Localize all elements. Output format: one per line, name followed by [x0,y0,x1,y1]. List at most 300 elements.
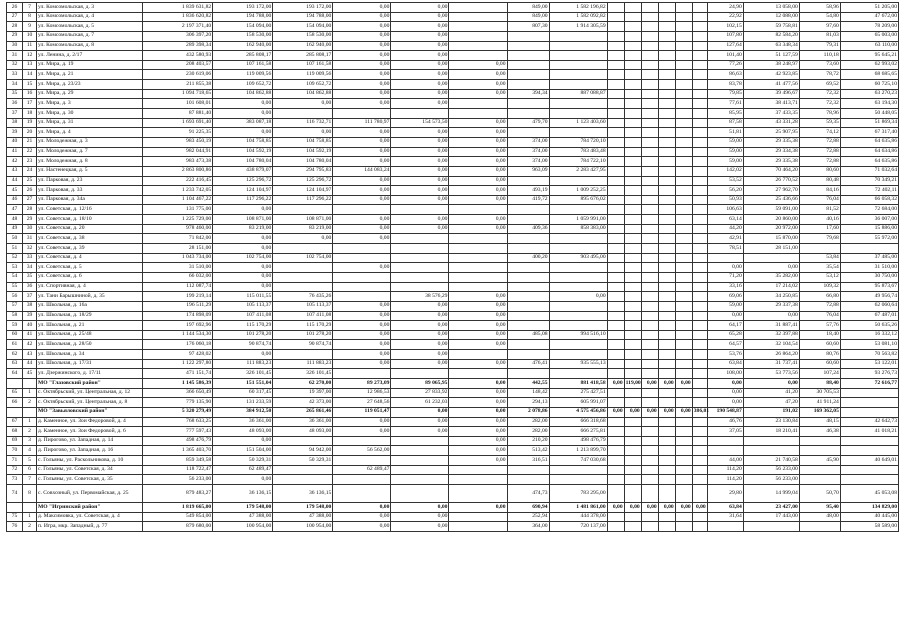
index-cell: 2 [23,522,37,532]
value-cell: 0,00 [333,350,391,360]
value-cell: 101 278,20 [213,330,273,340]
index-cell: 3 [23,436,37,446]
index-cell: 37 [7,109,23,119]
value-cell: 0,00 [449,118,507,128]
value-cell: 326 101,45 [273,369,333,379]
value-cell: 0,00 [391,311,449,321]
value-cell [624,350,641,360]
value-cell: 31 510,00 [143,263,213,273]
value-cell [607,311,624,321]
value-cell [692,89,707,99]
address-cell: ул. Советская, д. 20 [37,224,143,234]
value-cell [624,224,641,234]
address-cell: МО "Завьяловский район" [37,407,143,417]
value-cell [624,41,641,51]
value-cell [333,282,391,292]
value-cell: 0,00 [449,407,507,417]
value-cell [692,195,707,205]
value-cell [675,89,692,99]
value-cell [607,147,624,157]
value-cell: 108,00 [707,369,743,379]
value-cell [641,166,658,176]
value-cell: 0,00 [743,263,799,273]
value-cell [391,282,449,292]
value-cell [658,51,675,61]
value-cell: 59,00 [707,301,743,311]
value-cell: 97,60 [799,22,840,32]
value-cell [658,80,675,90]
value-cell: 895 676,02 [549,195,607,205]
value-cell: 154 094,00 [213,22,273,32]
value-cell: 0,00 [449,301,507,311]
value-cell: 0,00 [391,503,449,513]
table-row [7,12,899,22]
address-cell: с. Гольяны, ул. Раскольникова, д. 10 [37,456,143,466]
index-cell: 41 [23,330,37,340]
value-cell [624,417,641,427]
value-cell: 0,00 [391,147,449,157]
value-cell: 1 104 467,22 [143,195,213,205]
value-cell [840,446,898,456]
value-cell [641,388,658,398]
value-cell: 193 172,00 [213,3,273,13]
value-cell [333,292,391,302]
address-cell: ул. Комсомольская, д. 5 [37,22,143,32]
index-cell: 41 [7,147,23,157]
address-cell: ул. Школьная, д. 16а [37,301,143,311]
value-cell [692,186,707,196]
value-cell: 194 788,00 [273,12,333,22]
value-cell: 32 397,88 [743,330,799,340]
value-cell [607,359,624,369]
value-cell: 107 161,58 [213,60,273,70]
value-cell [641,224,658,234]
value-cell: 72 616,77 [840,378,898,388]
value-cell: 64 635,86 [840,157,898,167]
value-cell: 400,20 [507,253,549,263]
value-cell: 37,05 [707,427,743,437]
value-cell: 90 874,74 [213,340,273,350]
value-cell: 91 225,35 [143,128,213,138]
value-cell: 282,00 [507,417,549,427]
value-cell: 94 942,00 [273,446,333,456]
value-cell: 0,00 [743,311,799,321]
table-row [7,311,899,321]
value-cell: 40 649,01 [840,456,898,466]
value-cell: 0,00 [213,350,273,360]
value-cell [692,272,707,282]
value-cell [507,311,549,321]
value-cell [675,272,692,282]
value-cell: 374,00 [507,137,549,147]
value-cell [624,388,641,398]
value-cell: 80,48 [799,176,840,186]
value-cell [707,253,743,263]
value-cell [675,80,692,90]
value-cell: 85,95 [707,109,743,119]
value-cell: 66,80 [799,292,840,302]
value-cell [675,137,692,147]
index-cell: 42 [7,157,23,167]
value-cell [549,99,607,109]
index-cell: 72 [7,465,23,475]
value-cell: 903 495,00 [549,253,607,263]
index-cell: 28 [23,205,37,215]
value-cell: 49 956,74 [840,292,898,302]
index-cell: 30 [23,224,37,234]
value-cell [840,388,898,398]
value-cell [641,244,658,254]
address-cell: ул. Тани Барышниной, д. 35 [37,292,143,302]
value-cell: 0,00 [213,263,273,273]
address-cell: ул. Мира, д. 23/23 [37,80,143,90]
value-cell [607,475,624,485]
value-cell [641,128,658,138]
value-cell: 45,90 [799,456,840,466]
value-cell [799,244,840,254]
value-cell: 51,81 [707,128,743,138]
index-cell: 54 [7,272,23,282]
value-cell [658,465,675,475]
value-cell: 68 685,65 [840,70,898,80]
value-cell [675,446,692,456]
address-cell: п. Игра, мкр. Западный, д. 77 [37,522,143,532]
value-cell: 35,54 [799,263,840,273]
table-row [7,128,899,138]
index-cell: 28 [7,22,23,32]
value-cell: 97 428,02 [143,350,213,360]
value-cell: 116 732,71 [273,118,333,128]
value-cell: 5 320 279,49 [143,407,213,417]
value-cell: 29 335,38 [743,157,799,167]
index-cell: 1 [23,417,37,427]
index-cell: 12 [23,51,37,61]
value-cell [799,436,840,446]
value-cell: 191,02 [743,407,799,417]
value-cell: 40 445,00 [840,512,898,522]
value-cell: 978 460,00 [143,224,213,234]
value-cell: 438 879,07 [213,166,273,176]
value-cell: 59,00 [707,157,743,167]
index-cell: 2 [23,427,37,437]
value-cell: 0,00 [213,99,273,109]
value-cell: 0,00 [391,407,449,417]
value-cell [641,359,658,369]
value-cell: 27 962,70 [743,186,799,196]
value-cell: 158 530,00 [213,31,273,41]
value-cell [624,301,641,311]
value-cell: 858 383,00 [549,224,607,234]
value-cell: 63 348,34 [743,41,799,51]
value-cell: 109,32 [799,282,840,292]
value-cell [641,311,658,321]
value-cell: 64 635,86 [840,137,898,147]
index-cell: 63 [7,359,23,369]
value-cell [391,465,449,475]
value-cell [333,109,391,119]
value-cell: 0,00 [391,80,449,90]
value-cell: 0,00 [449,330,507,340]
address-cell: ул. Мира, д. 4 [37,128,143,138]
value-cell [507,244,549,254]
value-cell [333,485,391,503]
value-cell [658,330,675,340]
index-cell: 45 [23,369,37,379]
value-cell [658,512,675,522]
value-cell: 25 436,66 [743,195,799,205]
value-cell: 66 032,00 [143,272,213,282]
value-cell: 111 883,23 [213,359,273,369]
value-cell [449,369,507,379]
address-cell: ул. Мира, д. 31 [37,118,143,128]
index-cell: 5 [23,456,37,466]
index-cell: 39 [23,311,37,321]
value-cell: 0,00 [333,301,391,311]
index-cell: 15 [23,80,37,90]
value-cell [692,417,707,427]
index-cell: 68 [7,427,23,437]
value-cell: 30 750,00 [840,272,898,282]
value-cell: 666 318,68 [549,417,607,427]
index-cell: 8 [23,12,37,22]
value-cell [692,485,707,503]
value-cell [624,311,641,321]
value-cell [641,417,658,427]
value-cell: 1 693 691,40 [143,118,213,128]
value-cell: 104 862,88 [213,89,273,99]
value-cell: 51 127,59 [743,51,799,61]
value-cell [333,272,391,282]
value-cell: 78,96 [799,109,840,119]
address-cell: ул. Ленина, д. 2/17 [37,51,143,61]
value-cell: 0,00 [333,128,391,138]
value-cell [658,311,675,321]
value-cell: 0,00 [333,512,391,522]
value-cell [707,446,743,456]
value-cell: 476,41 [507,359,549,369]
value-cell [607,70,624,80]
value-cell: 0,00 [213,234,273,244]
value-cell [692,330,707,340]
value-cell [641,272,658,282]
address-cell: ул. Комсомольская, д. 8 [37,41,143,51]
value-cell [391,485,449,503]
value-cell: 28 151,00 [743,244,799,254]
index-cell: 30 [7,41,23,51]
value-cell [692,147,707,157]
value-cell [692,340,707,350]
value-cell [507,475,549,485]
value-cell: 0,00 [449,157,507,167]
value-cell [624,195,641,205]
index-cell: 20 [23,128,37,138]
value-cell [840,475,898,485]
value-cell [449,51,507,61]
value-cell [273,475,333,485]
value-cell: 0,00 [391,31,449,41]
value-cell [607,301,624,311]
value-cell [607,195,624,205]
value-cell [391,272,449,282]
index-cell: 35 [7,89,23,99]
value-cell: 0,00 [333,186,391,196]
value-cell: 783 483,48 [549,147,607,157]
value-cell: 65 003,00 [840,31,898,41]
value-cell [692,60,707,70]
value-cell: 0,00 [213,272,273,282]
index-cell: 1 [23,388,37,398]
value-cell [658,427,675,437]
value-cell: 0,00 [607,407,624,417]
value-cell [692,176,707,186]
value-cell [658,456,675,466]
value-cell: 47 388,00 [273,512,333,522]
value-cell [675,109,692,119]
value-cell: 485,08 [507,330,549,340]
table-row [7,369,899,379]
index-cell: 55 [7,282,23,292]
value-cell: 104 592,19 [213,147,273,157]
address-cell: МО "Игринский район" [37,503,143,513]
value-cell [641,12,658,22]
value-cell [658,446,675,456]
value-cell [507,292,549,302]
address-cell: д. Пирогово, ул. Западная, д. 16 [37,446,143,456]
value-cell: 29,80 [707,485,743,503]
value-cell [391,263,449,273]
value-cell: 63 270,23 [840,89,898,99]
value-cell [624,446,641,456]
value-cell: 44,20 [707,224,743,234]
value-cell: 0,00 [707,388,743,398]
index-cell: 48 [7,215,23,225]
value-cell: 0,00 [333,340,391,350]
value-cell: 59,00 [707,137,743,147]
value-cell: 93 276,73 [840,369,898,379]
value-cell [692,99,707,109]
value-cell [607,417,624,427]
value-cell: 479,70 [507,118,549,128]
table-row [7,70,899,80]
value-cell: 42 923,85 [743,70,799,80]
index-cell: 8 [23,485,37,503]
value-cell: 104 780,04 [213,157,273,167]
value-cell [549,205,607,215]
value-cell [675,31,692,41]
value-cell: 0,00 [333,195,391,205]
address-cell: ул. Советская, д. 38 [37,234,143,244]
value-cell: 83 219,00 [273,224,333,234]
value-cell: 71 032,64 [840,166,898,176]
value-cell [507,109,549,119]
value-cell [658,195,675,205]
value-cell: 61 232,03 [391,398,449,408]
address-cell: ул. Молодежная, д. 7 [37,147,143,157]
value-cell: 25 907,95 [743,128,799,138]
value-cell: 0,00 [449,80,507,90]
value-cell [549,263,607,273]
value-cell [658,3,675,13]
value-cell: 0,00 [449,60,507,70]
value-cell: 101,40 [707,51,743,61]
value-cell [675,398,692,408]
value-cell: 131 775,00 [143,205,213,215]
value-cell [675,282,692,292]
value-cell: 36 361,00 [273,417,333,427]
value-cell [641,3,658,13]
value-cell [624,253,641,263]
value-cell [449,244,507,254]
index-cell: 35 [23,272,37,282]
value-cell: 117 296,22 [213,195,273,205]
value-cell: 963,09 [507,166,549,176]
value-cell: 104 862,88 [273,89,333,99]
value-cell: 18 210,41 [743,427,799,437]
value-cell [607,3,624,13]
value-cell [675,417,692,427]
value-cell: 67 317,40 [840,128,898,138]
value-cell [507,272,549,282]
address-cell: ул. Школьная, д. 21 [37,321,143,331]
table-row [7,137,899,147]
address-cell: ул. Комсомольская, д. 7 [37,31,143,41]
value-cell: 14 999,04 [743,485,799,503]
value-cell: 666 275,81 [549,427,607,437]
value-cell [675,128,692,138]
value-cell [549,51,607,61]
value-cell [549,272,607,282]
table-row [7,234,899,244]
value-cell: 498 476,79 [549,436,607,446]
value-cell: 67 487,01 [840,311,898,321]
index-cell [23,407,37,417]
value-cell [692,446,707,456]
value-cell [607,485,624,503]
value-cell [641,195,658,205]
value-cell [641,70,658,80]
index-cell [7,378,23,388]
value-cell [658,350,675,360]
value-cell: 252,94 [507,512,549,522]
value-cell: 63,84 [707,359,743,369]
value-cell: 48,15 [799,417,840,427]
table-row [7,80,899,90]
table-row [7,321,899,331]
value-cell [391,436,449,446]
address-cell: МО "Глазовский район" [37,378,143,388]
value-cell: 58 589,00 [840,522,898,532]
table-row [7,398,899,408]
value-cell [658,176,675,186]
address-cell: с. Гольяны, ул. Советская, д. 35 [37,475,143,485]
value-cell: 114,20 [707,475,743,485]
value-cell: 210,20 [507,436,549,446]
table-row [7,118,899,128]
value-cell [692,522,707,532]
value-cell: 174 898,09 [143,311,213,321]
index-cell: 31 [7,51,23,61]
value-cell [658,137,675,147]
value-cell [624,205,641,215]
value-cell [641,263,658,273]
index-cell: 76 [7,522,23,532]
value-cell [641,398,658,408]
address-cell: ул. Советская, д. 18/10 [37,215,143,225]
value-cell [624,157,641,167]
table-row [7,263,899,273]
value-cell [624,128,641,138]
value-cell: 1 122 297,80 [143,359,213,369]
